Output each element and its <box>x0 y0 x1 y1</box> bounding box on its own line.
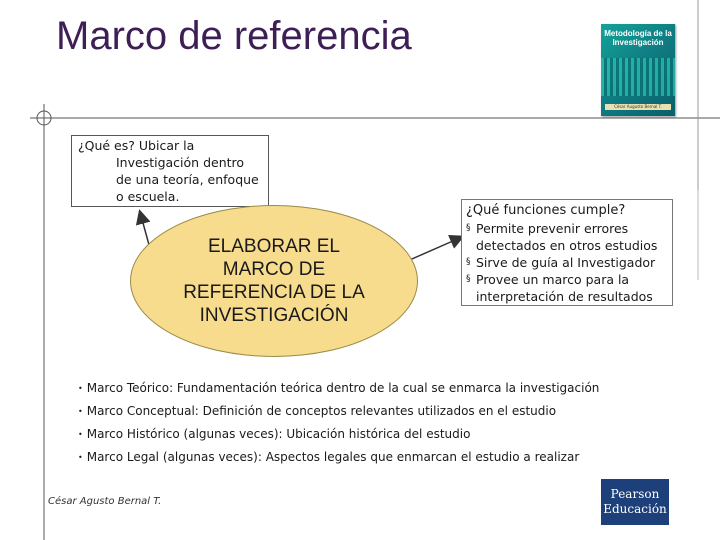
funciones-box <box>461 199 673 306</box>
list-item: § Provee un marco para la interpretación de resultados <box>466 272 653 304</box>
funciones-heading: ¿Qué funciones cumple? <box>466 203 626 218</box>
logo-line2: Educación <box>603 502 667 516</box>
bullet-item: • Marco Legal (algunas veces): Aspectos legales que enmarcan el estudio a realizar <box>78 450 580 464</box>
author-footer: César Agusto Bernal T. <box>48 496 162 507</box>
book-cover-title: Metodología de la Investigación <box>604 29 672 47</box>
book-cover-pattern <box>601 58 675 96</box>
funciones-list <box>466 220 668 305</box>
bullet-item: • Marco Conceptual: Definición de conceptos relevantes utilizados en el estudio <box>78 404 557 418</box>
list-item: § Permite prevenir errores detectados en otros estudios <box>466 221 658 253</box>
book-cover-author: César Augusto Bernal T. <box>605 104 671 110</box>
logo-line1: Pearson <box>610 487 660 501</box>
pearson-logo <box>601 479 669 525</box>
marco-bullets <box>78 380 599 472</box>
que-es-text-first: Ubicar la <box>138 138 195 153</box>
que-es-box <box>71 135 269 207</box>
bullet-item: • Marco Teórico: Fundamentación teórica dentro de la cual se enmarca la investigación <box>78 381 600 395</box>
book-cover-image <box>601 24 675 116</box>
slide-title: Marco de referencia <box>56 14 412 58</box>
arrow-to-funciones <box>405 237 462 262</box>
que-es-label: ¿Qué es? <box>78 138 135 153</box>
bullet-item: • Marco Histórico (algunas veces): Ubicación histórica del estudio <box>78 427 471 441</box>
center-node-text: ELABORAR EL MARCO DE REFERENCIA DE LA INVESTIGACIÓN <box>183 236 365 326</box>
center-ellipse <box>130 205 418 357</box>
list-item: § Sirve de guía al Investigador <box>466 255 656 270</box>
que-es-text-rest: Investigación dentro de una teoría, enfoque o escuela. <box>116 155 259 204</box>
